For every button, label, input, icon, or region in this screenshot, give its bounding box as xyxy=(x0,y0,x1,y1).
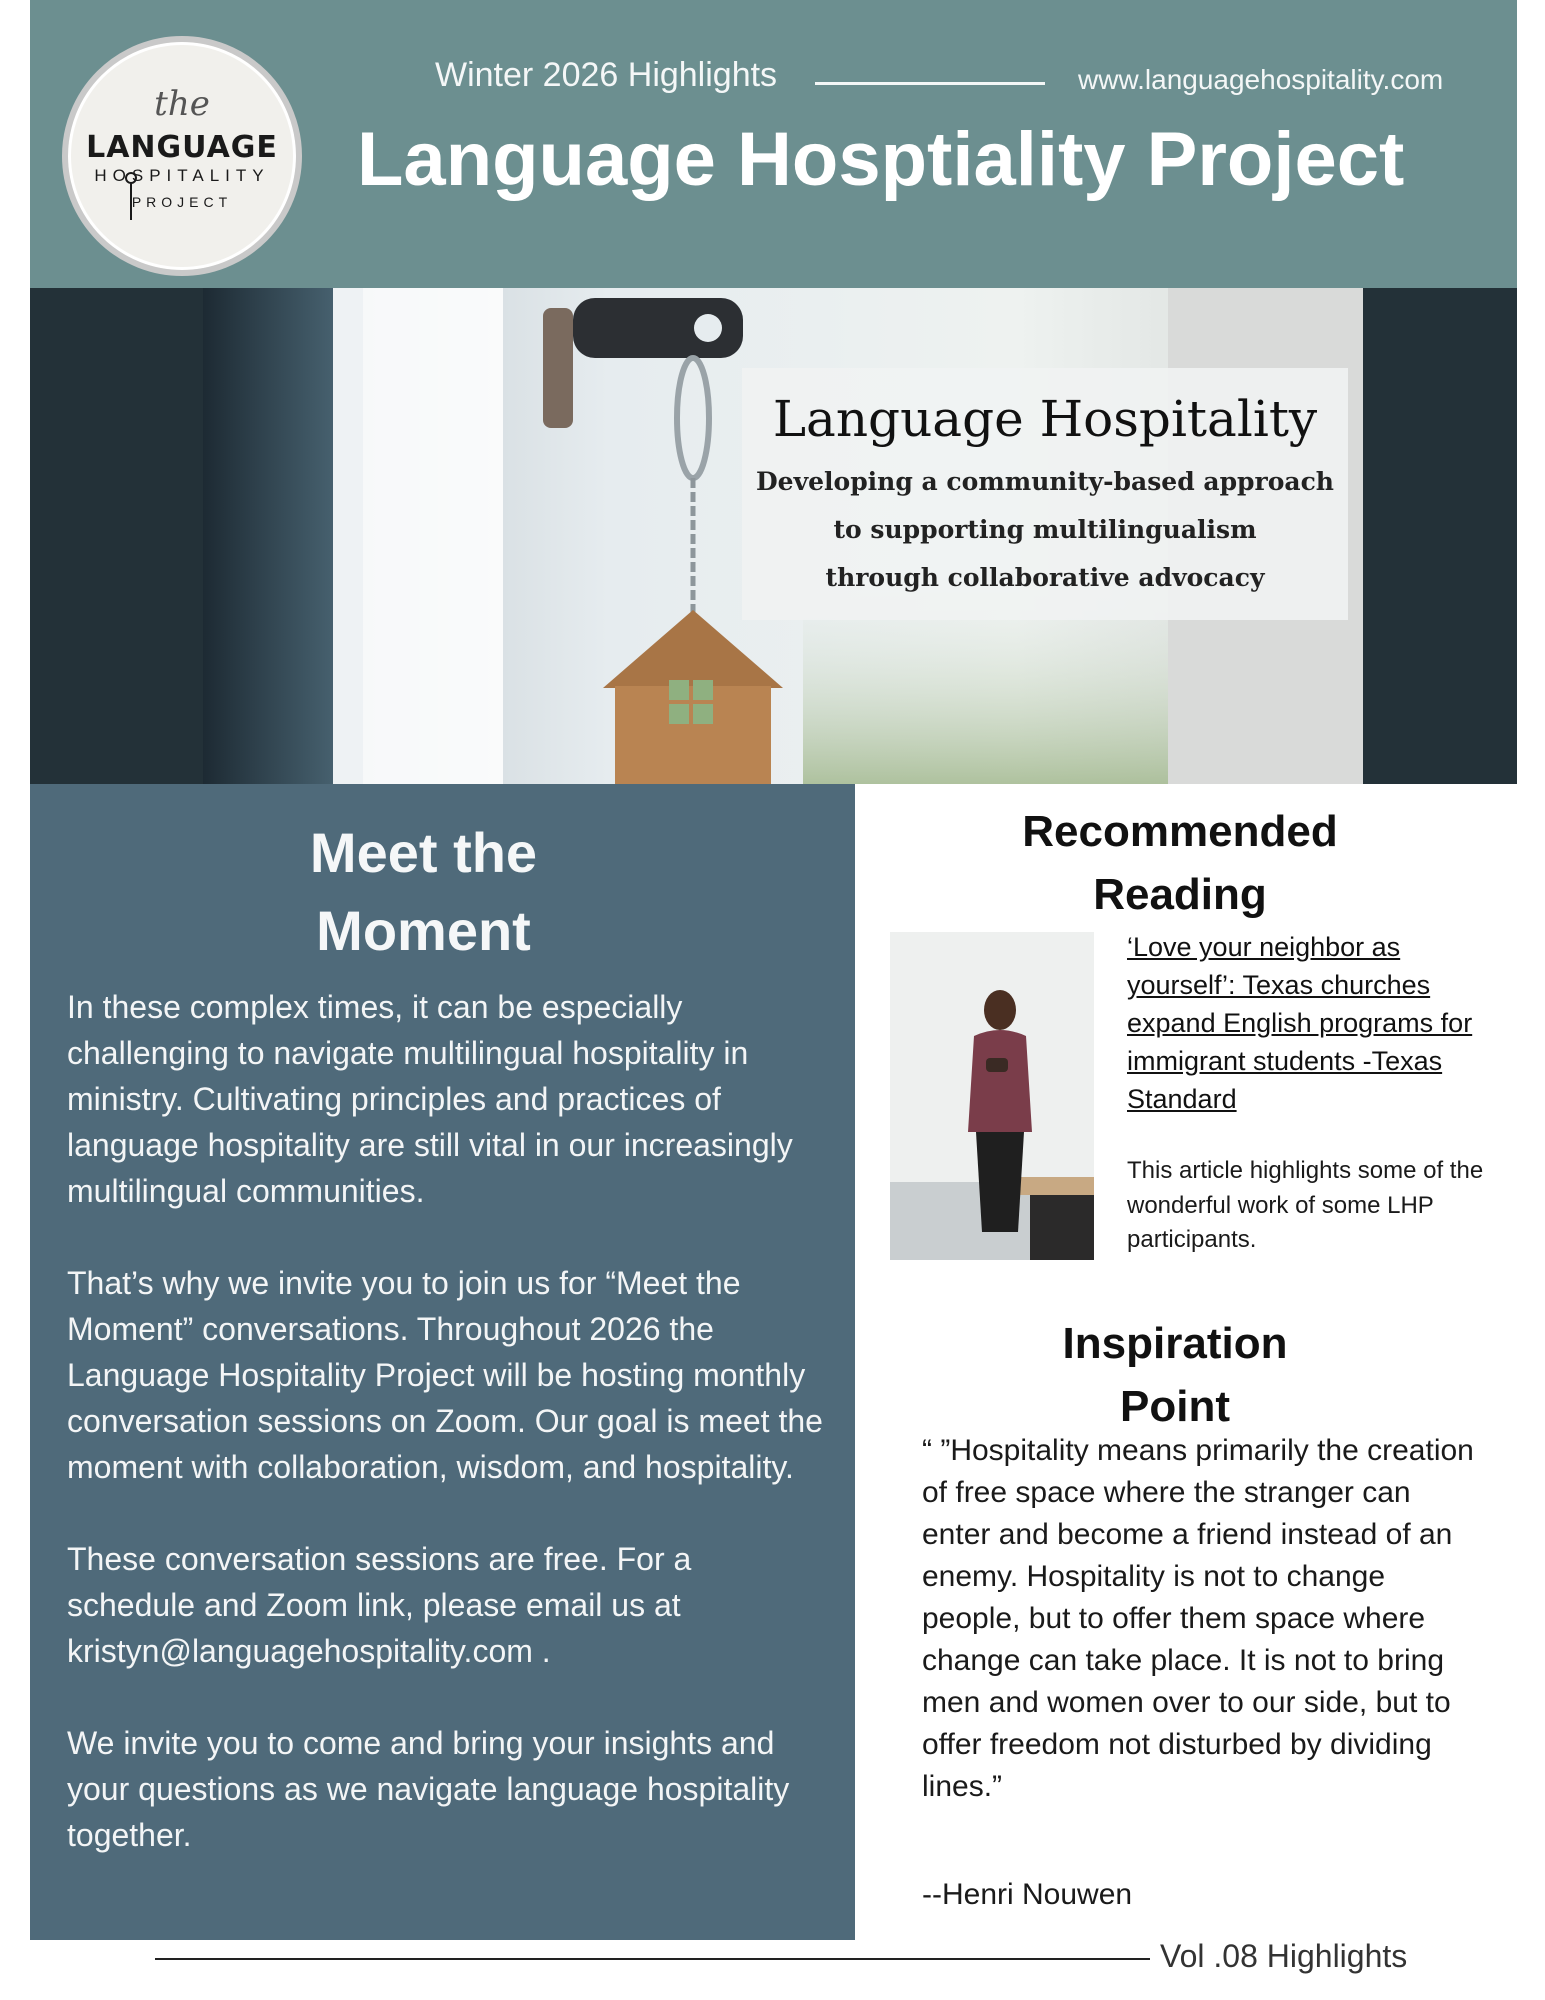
article-description: This article highlights some of the wonderful work of some LHP participants. xyxy=(1127,1157,1484,1253)
body-paragraph: That’s why we invite you to join us for “Meet the Moment” conversations. Throughout 2026 the Language Hospitality Project will be hosting monthly conversation sessions on Zoom. Our goal is meet the moment with collaboration, wisdom, and hospitality. xyxy=(67,1265,823,1485)
title-line: Meet the xyxy=(309,821,538,884)
newsletter-header xyxy=(30,0,1517,288)
edition-label: Winter 2026 Highlights xyxy=(435,56,778,94)
body-paragraph: We invite you to come and bring your insights and your questions as we navigate language hospitality together. xyxy=(67,1725,790,1853)
logo-project: PROJECT xyxy=(131,194,233,210)
title-line: Recommended xyxy=(1022,807,1338,856)
website-url[interactable]: www.languagehospitality.com xyxy=(1078,64,1444,95)
hero-caption-card xyxy=(742,368,1348,620)
logo-language: LANGUAGE xyxy=(86,130,278,165)
volume-label: Vol .08 Highlights xyxy=(1160,1938,1408,1974)
edition-divider xyxy=(815,82,1045,85)
title-line: Moment xyxy=(316,899,531,962)
footer-divider xyxy=(155,1958,1150,1960)
quote-author: --Henri Nouwen xyxy=(922,1878,1133,1911)
title-line: Point xyxy=(1120,1382,1230,1431)
title-line: Inspiration xyxy=(1062,1319,1288,1368)
page-title: Language Hosptiality Project xyxy=(357,117,1405,202)
hero-heading: Language Hospitality xyxy=(772,390,1318,448)
hero-subtitle-line: to supporting multilingualism xyxy=(833,515,1257,544)
inspiration-quote: “ ”Hospitality means primarily the creation of free space where the stranger can enter and become a friend instead of an enemy. Hospitality is not to change people, but to offer them space where change can take place. It is not to bring men and women over to our side, but to offer freedom not disturbed by dividing lines.” xyxy=(922,1434,1474,1803)
body-paragraph: These conversation sessions are free. For a schedule and Zoom link, please email us at kristyn@languagehospitality.com . xyxy=(67,1541,692,1669)
hero-banner xyxy=(30,288,1517,784)
project-logo xyxy=(62,36,302,276)
body-paragraph: In these complex times, it can be especially challenging to navigate multilingual hospitality in ministry. Cultivating principles and practices of language hospitality are still vital in our increasingly multilingual communities. xyxy=(67,989,793,1209)
title-line: Reading xyxy=(1093,870,1267,919)
article-link[interactable]: ‘Love your neighbor as yourself’: Texas churches expand English programs for immigrant students -Texas Standard xyxy=(1127,932,1473,1114)
meet-the-moment-panel xyxy=(30,784,855,1940)
section-title-inspiration-point xyxy=(880,1312,1470,1438)
section-title-recommended-reading xyxy=(880,800,1480,926)
meet-the-moment-body xyxy=(67,984,827,1904)
hero-subtitle xyxy=(742,458,1348,602)
logo-the: the xyxy=(154,84,210,124)
logo-hospitality: HOSPITALITY xyxy=(94,166,270,185)
hero-subtitle-line: Developing a community-based approach xyxy=(756,467,1334,496)
teacher-photo xyxy=(890,932,1094,1260)
section-title-meet-the-moment xyxy=(30,814,817,970)
key-icon xyxy=(124,172,138,222)
hero-subtitle-line: through collaborative advocacy xyxy=(825,563,1265,592)
